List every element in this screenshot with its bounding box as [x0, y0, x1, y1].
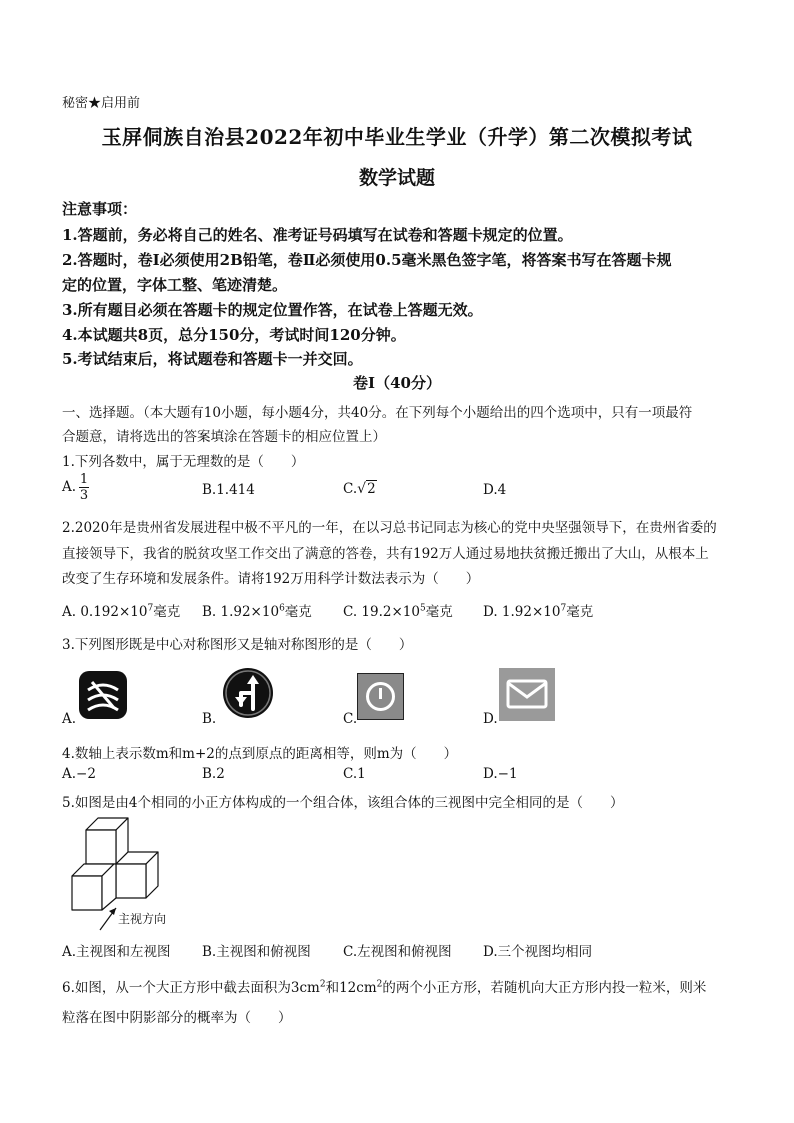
section-intro: 一、选择题。（本大题有10小题，每小题4分，共40分。在下列每个小题给出的四个选项中，只有一项最符 [62, 405, 693, 421]
notice-item: 定的位置，字体工整、笔迹清楚。 [62, 276, 288, 294]
q1-stem: 1.下列各数中，属于无理数的是（ ） [62, 454, 305, 470]
q1-option-b: B.1.414 [202, 482, 255, 498]
notice-item: 5.考试结束后，将试题卷和答题卡一并交回。 [62, 350, 363, 368]
numerator: 1 [79, 472, 89, 487]
q2-stem-line: 直接领导下，我省的脱贫攻坚工作交出了满意的答卷，共有192万人通过易地扶贫搬迁搬出了大山，从根本上 [62, 546, 709, 562]
q5-option-d: D.三个视图均相同 [483, 944, 593, 960]
q2-option-d: D. $1.92\times 10^7$毫克 [483, 603, 594, 620]
q1-option-c: C.√2 [343, 481, 376, 497]
q2-option-b: B. $1.92\times 10^6$毫克 [202, 603, 312, 620]
q2-stem-line: 改变了生存环境和发展条件。请将192万用科学计数法表示为（ ） [62, 571, 480, 587]
turn-left-sign-icon [222, 667, 274, 719]
q2-option-c: C. $19.2\times 10^5$毫克 [343, 603, 453, 620]
mail-envelope-icon [499, 668, 555, 721]
q4-option-d: D.−1 [483, 766, 518, 782]
fraction [79, 472, 89, 503]
q4-option-c: C.1 [343, 766, 366, 782]
section-title: 卷Ⅰ（40分） [353, 374, 441, 392]
q4-stem: 4.数轴上表示数m和m+2的点到原点的距离相等，则m为（ ） [62, 746, 458, 762]
exam-subtitle: 数学试题 [358, 167, 435, 189]
option-label: A. [62, 479, 77, 495]
q3-option-d-label: D. [483, 711, 498, 727]
notice-heading: 注意事项： [62, 200, 138, 218]
sqrt-radicand: 2 [367, 481, 376, 497]
q3-option-c-label: C. [343, 711, 358, 727]
notice-item: 4.本试题共8页，总分150分，考试时间120分钟。 [62, 326, 406, 344]
power-button-icon [357, 673, 404, 720]
q5-stem: 5.如图是由4个相同的小正方体构成的一个组合体，该组合体的三视图中完全相同的是（ ） [62, 795, 624, 811]
china-mobile-logo-icon [78, 670, 128, 720]
q1-option-a [62, 472, 89, 503]
q5-option-a: A.主视图和左视图 [62, 944, 171, 960]
q5-figure-label: 主视方向 [118, 912, 167, 926]
denominator: 3 [79, 488, 89, 503]
notice-item: 2.答题时，卷Ⅰ必须使用2B铅笔，卷Ⅱ必须使用0.5毫米黑色签字笔，将答案书写在答题卡规 [62, 251, 672, 269]
section-intro: 合题意，请将选出的答案填涂在答题卡的相应位置上） [62, 429, 386, 445]
exam-title: 玉屏侗族自治县2022年初中毕业生学业（升学）第二次模拟考试 [101, 125, 693, 149]
q5-option-c: C.左视图和俯视图 [343, 944, 452, 960]
q3-stem: 3.下列图形既是中心对称图形又是轴对称图形的是（ ） [62, 637, 413, 653]
q2-option-a: A. $0.192\times 10^7$毫克 [62, 603, 181, 620]
q6-stem-line: 粒落在图中阴影部分的概率为（ ） [62, 1010, 292, 1026]
q3-option-b-label: B. [202, 711, 217, 727]
q3-option-a-label: A. [62, 711, 77, 727]
secret-label: 秘密★启用前 [62, 96, 141, 111]
notice-item: 1.答题前，务必将自己的姓名、准考证号码填写在试卷和答题卡规定的位置。 [62, 226, 573, 244]
q6-stem-line: 6.如图，从一个大正方形中截去面积为$3cm^2$和$12cm^2$的两个小正方形，若随机向大正方形内投一粒米，则米 [62, 979, 707, 996]
q4-option-a: A.−2 [62, 766, 96, 782]
q2-stem-line: 2.2020年是贵州省发展进程中极不平凡的一年，在以习总书记同志为核心的党中央坚强领导下，在贵州省委的 [62, 520, 717, 536]
option-label: C. [343, 481, 358, 497]
q5-option-b: B.主视图和俯视图 [202, 944, 311, 960]
q1-option-d: D.4 [483, 482, 507, 498]
q4-option-b: B.2 [202, 766, 225, 782]
notice-item: 3.所有题目必须在答题卡的规定位置作答，在试卷上答题无效。 [62, 301, 483, 319]
